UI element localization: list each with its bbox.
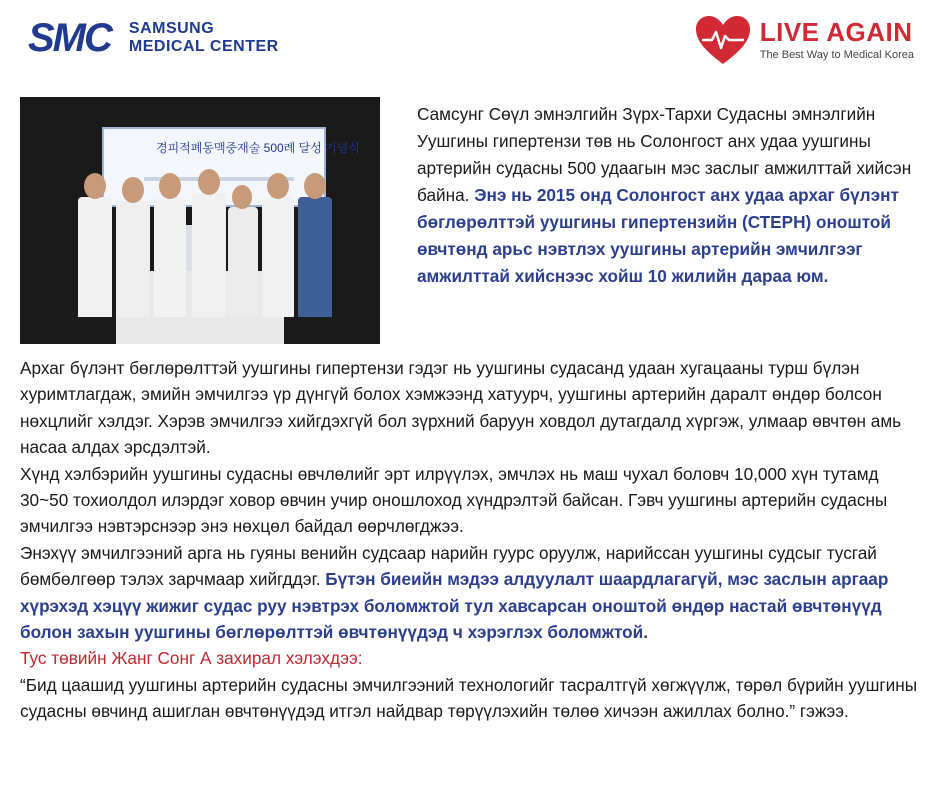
person-figure: [298, 197, 332, 317]
banner-title: 경피적폐동맥중재술 500례 달성 기념식: [156, 141, 360, 155]
live-again-tagline: The Best Way to Medical Korea: [759, 49, 914, 61]
person-figure: [262, 197, 294, 317]
intro-highlight: Энэ нь 2015 онд Солонгост анх удаа архаг бүлэнт бөглөрөлттэй уушгины гипертензийн (СТЕРН) оноштой өвчтөнд арьс нэвтлэх уушгины артерийн эмчилгээг амжилттай хийснээс хойш 10 жилийн дараа юм.: [417, 185, 899, 286]
paragraph-3-highlight: Бүтэн биеийн мэдээ алдуулалт шаардлагагүй, мэс заслын аргаар хүрэхэд хэцүү жижиг судас руу нэвтрэх боломжтой тул хавсарсан оноштой өндөр настай өвчтөнүүд болон захын уушгины бөглөрөлттэй өвчтөнүүдэд ч хэрэглэх боломжтой.: [20, 569, 889, 643]
person-head: [232, 185, 252, 209]
intro-text: [417, 101, 917, 290]
person-figure: [192, 193, 226, 317]
ceremony-photo: [20, 97, 380, 344]
smc-logo-text: [129, 20, 279, 56]
person-head: [198, 169, 220, 195]
paragraph-2: Хүнд хэлбэрийн уушгины судасны өвчлөлийг эрт илрүүлэх, эмчлэх нь маш чухал боловч 10,000 хүн тутамд 30~50 тохиолдол илэрдэг ховор өвчин учир оношлоход хүндрэлтэй байсан. Гэвч уушгины артерийн судасны эмчилгээ нэвтэрснээр энэ нөхцөл байдал өөрчлөгджээ.: [20, 463, 888, 537]
live-again-logo: [694, 14, 914, 66]
smc-logo-line2: MEDICAL CENTER: [128, 38, 279, 55]
person-head: [159, 173, 181, 199]
person-head: [84, 173, 106, 199]
heart-icon: [694, 14, 752, 66]
live-again-title: LIVE AGAIN: [759, 17, 913, 47]
person-figure: [78, 197, 112, 317]
header: [0, 0, 940, 80]
smc-logo-mark: SMC: [28, 16, 111, 60]
director-quote: “Бид цаашид уушгины артерийн судасны эмчилгээний технологийг тасралтгүй хөгжүүлж, төрөл бүрийн уушгины судасны өвчинд ашиглан өвчтөнүүдэд итгэл найдвар төрүүлэхийн төлөө хичээн ажиллах болно.” гэжээ.: [20, 674, 918, 722]
person-figure: [228, 207, 258, 317]
person-head: [122, 177, 144, 203]
paragraph-3: [20, 540, 925, 646]
intro-plain: Самсунг Сөүл эмнэлгийн Зүрх-Тархи Судасны эмнэлгийн Уушгины гипертензи төв нь Солонгост анх удаа уушгины артерийн судасны 500 удаагын мэс заслыг амжилттай хийсэн байна.: [417, 104, 912, 205]
smc-logo-line1: SAMSUNG: [128, 20, 215, 37]
paragraph-3-plain: Энэхүү эмчилгээний арга нь гуяны венийн судсаар нарийн гуурс оруулж, нарийссан уушгины судсыг тусгай бөмбөлгөөр тэлэх зарчмаар хийгддэг.: [20, 542, 877, 590]
smc-logo: [28, 18, 279, 58]
quote-intro: Тус төвийн Жанг Сонг А захирал хэлэхдээ:: [20, 648, 363, 669]
person-figure: [116, 201, 150, 317]
paragraph-1: Архаг бүлэнт бөглөрөлттэй уушгины гипертензи гэдэг нь уушгины судасанд удаан хугацааны турш бүлэн хуримтлагдаж, эмийн эмчилгээ үр дүнгүй болох хэмжээнд хатуурч, уушгины артерийн даралт өндөр болсон нөхцлийг хэлдэг. Хэрэв эмчилгээ хийгдэхгүй бол зүрхний баруун ховдол дутагдалд хүргэж, улмаар өвчтөн амь насаа алдах эрсдэлтэй.: [20, 358, 902, 458]
article-body: [20, 355, 925, 725]
person-head: [304, 173, 326, 199]
person-head: [267, 173, 289, 199]
person-figure: [154, 197, 186, 317]
